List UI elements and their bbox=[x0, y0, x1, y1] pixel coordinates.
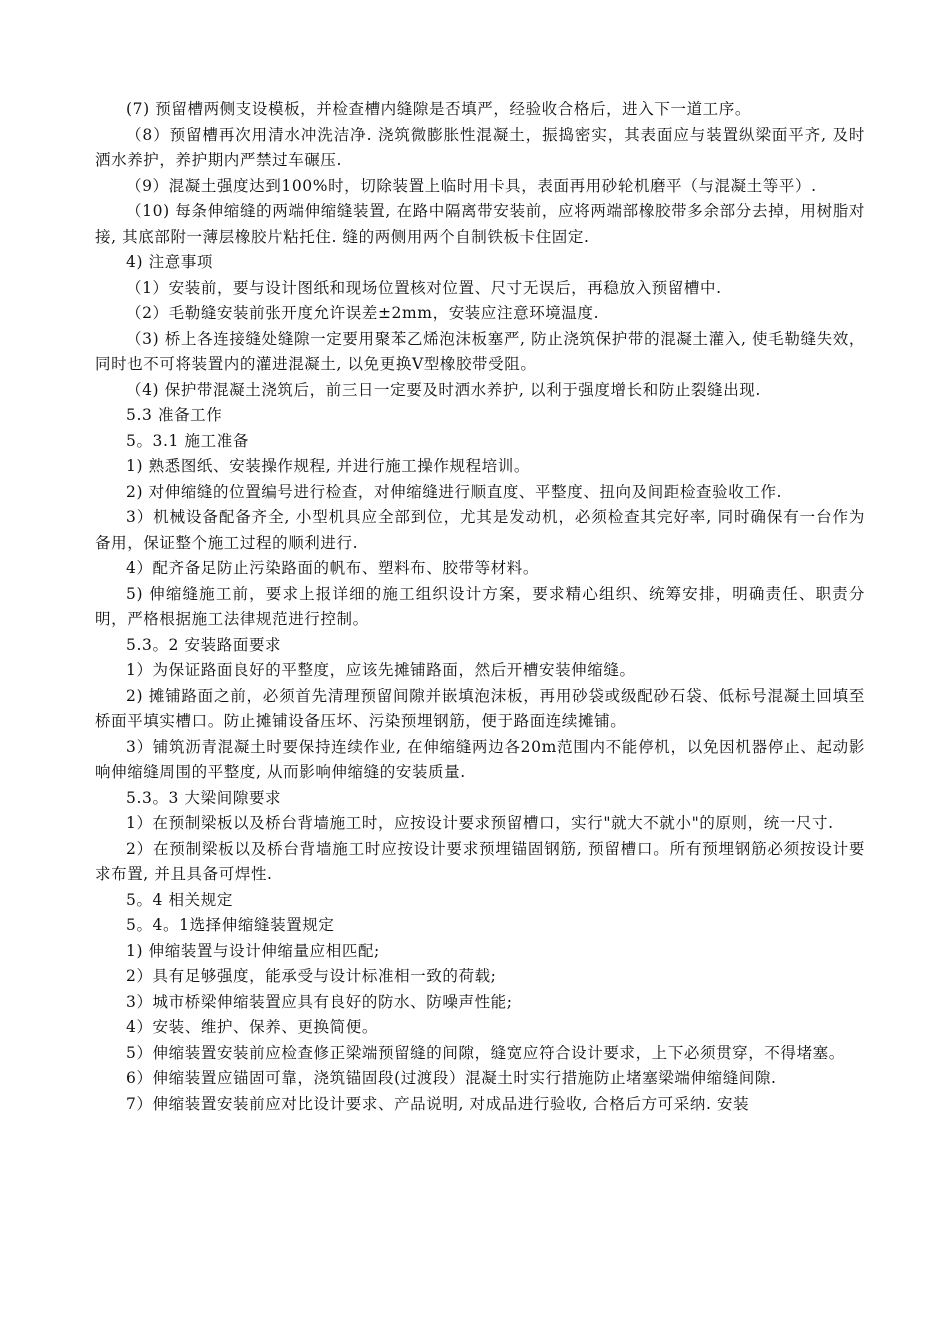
paragraph: （3) 桥上各连接缝处缝隙一定要用聚苯乙烯泡沫板塞严, 防止浇筑保护带的混凝土灌入, 使毛勒缝失效，同时也不可将装置内的灌进混凝土, 以免更换V型橡胶带受阻。 bbox=[95, 329, 865, 373]
paragraph: 1）为保证路面良好的平整度，应该先摊铺路面，然后开槽安装伸缩缝。 bbox=[126, 661, 636, 679]
paragraph: 2) 摊铺路面之前，必须首先清理预留间隙并嵌填泡沫板，再用砂袋或级配砂石袋、低标号混凝土回填至桥面平填实槽口。防止摊铺设备压坏、污染预埋钢筋，便于路面连续摊铺。 bbox=[95, 686, 865, 730]
section-heading: 4) 注意事项 bbox=[126, 253, 214, 271]
section-heading: 5。4 相关规定 bbox=[126, 890, 233, 909]
paragraph: 1) 伸缩装置与设计伸缩量应相匹配; bbox=[126, 941, 380, 960]
paragraph: 5) 伸缩缝施工前，要求上报详细的施工组织设计方案，要求精心组织、统筹安排，明确责任、职责分明，严格根据施工法律规范进行控制。 bbox=[95, 584, 865, 628]
paragraph: 2）在预制梁板以及桥台背墙施工时应按设计要求预埋锚固钢筋, 预留槽口。所有预埋钢筋必须按设计要求布置, 并且具备可焊性. bbox=[95, 839, 865, 883]
paragraph: 3）机械设备配备齐全, 小型机具应全部到位，尤其是发动机，必须检查其完好率, 同时确保有一台作为备用，保证整个施工过程的顺利进行. bbox=[95, 508, 865, 552]
paragraph: 1) 熟悉图纸、安装操作规程, 并进行施工操作规程培训。 bbox=[126, 457, 530, 475]
subsection-heading: 5.3。3 大梁间隙要求 bbox=[126, 788, 282, 807]
paragraph: 1）在预制梁板以及桥台背墙施工时，应按设计要求预留槽口，实行"就大不就小"的原则，统一尺寸. bbox=[126, 814, 834, 832]
paragraph: 3）城市桥梁伸缩装置应具有良好的防水、防噪声性能; bbox=[126, 992, 513, 1011]
subsection-heading: 5.3。2 安装路面要求 bbox=[126, 635, 282, 654]
paragraph: （8）预留槽再次用清水冲洗洁净. 浇筑微膨胀性混凝土，振捣密实，其表面应与装置纵梁面平齐, 及时洒水养护，养护期内严禁过车碾压. bbox=[95, 125, 865, 169]
paragraph: （2）毛勒缝安装前张开度允许误差±2mm，安装应注意环境温度. bbox=[126, 304, 600, 322]
subsection-heading: 5。4。1选择伸缩缝装置规定 bbox=[126, 916, 335, 934]
document-body bbox=[95, 97, 865, 1117]
subsection-heading: 5。3.1 施工准备 bbox=[126, 431, 249, 450]
paragraph: （10) 每条伸缩缝的两端伸缩缝装置, 在路中隔离带安装前，应将两端部橡胶带多余部分去掉，用树脂对接, 其底部附一薄层橡胶片粘托住. 缝的两侧用两个自制铁板卡住固定. bbox=[95, 202, 865, 246]
paragraph: 6）伸缩装置应锚固可靠，浇筑锚固段(过渡段）混凝土时实行措施防止堵塞梁端伸缩缝间隙. bbox=[126, 1069, 777, 1087]
paragraph: 2) 对伸缩缝的位置编号进行检查，对伸缩缝进行顺直度、平整度、扭向及间距检查验收工作. bbox=[126, 482, 783, 501]
paragraph: 2）具有足够强度，能承受与设计标准相一致的荷载; bbox=[126, 967, 497, 985]
paragraph: (7) 预留槽两侧支设模板，并检查槽内缝隙是否填严，经验收合格后，进入下一道工序。 bbox=[126, 100, 751, 118]
paragraph: 4）配齐备足防止污染路面的帆布、塑料布、胶带等材料。 bbox=[126, 559, 539, 577]
section-heading: 5.3 准备工作 bbox=[126, 406, 223, 424]
paragraph: 5）伸缩装置安装前应检查修正梁端预留缝的间隙，缝宽应符合设计要求，上下必须贯穿，不得堵塞。 bbox=[126, 1043, 845, 1062]
paragraph: 4）安装、维护、保养、更换简便。 bbox=[126, 1018, 378, 1036]
paragraph: （9）混凝土强度达到100%时，切除装置上临时用卡具，表面再用砂轮机磨平（与混凝土等平）. bbox=[126, 176, 817, 195]
paragraph: （1）安装前，要与设计图纸和现场位置核对位置、尺寸无误后，再稳放入预留槽中. bbox=[126, 278, 722, 297]
paragraph: 3）铺筑沥青混凝土时要保持连续作业, 在伸缩缝两边各20m范围内不能停机，以免因机器停止、起动影响伸缩缝周围的平整度, 从而影响伸缩缝的安装质量. bbox=[95, 737, 865, 781]
paragraph: （4) 保护带混凝土浇筑后，前三日一定要及时洒水养护, 以利于强度增长和防止裂缝出现. bbox=[126, 380, 761, 399]
paragraph: 7）伸缩装置安装前应对比设计要求、产品说明, 对成品进行验收, 合格后方可采纳. 安装 bbox=[126, 1094, 750, 1113]
